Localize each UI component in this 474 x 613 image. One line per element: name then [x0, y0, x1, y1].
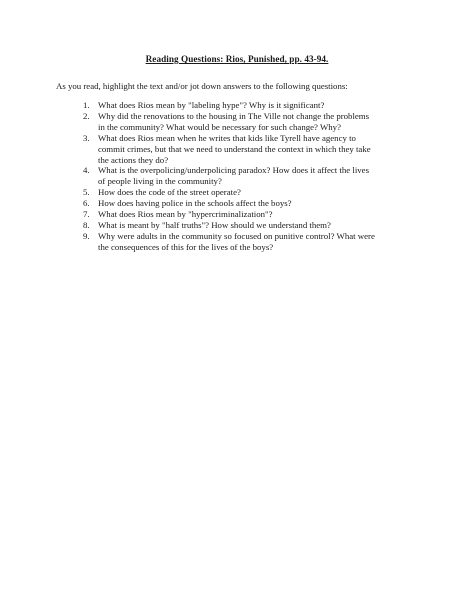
question-number: 6.	[83, 198, 90, 209]
question-item	[78, 187, 378, 198]
question-number: 1.	[83, 100, 90, 110]
question-text: What is meant by "half truths"? How should we understand them?	[98, 219, 331, 230]
question-number: 9.	[83, 230, 90, 241]
question-number: 5.	[83, 187, 90, 198]
question-text: What does Rios mean by "labeling hype"? Why is it significant?	[98, 100, 325, 110]
question-item	[78, 133, 378, 166]
question-item	[78, 198, 378, 209]
question-text: What is the overpolicing/underpolicing paradox? How does it affect the lives of people living in the community?	[98, 165, 369, 187]
question-number: 4.	[83, 165, 90, 176]
question-item	[78, 165, 378, 187]
question-text: Why were adults in the community so focused on punitive control? What were the consequences of this for the lives of the boys?	[98, 230, 375, 252]
question-text: How does the code of the street operate?	[98, 187, 241, 198]
question-item	[78, 220, 378, 231]
question-text: Why did the renovations to the housing in The Ville not change the problems in the community? What would be necessary for such change? Why?	[98, 110, 370, 132]
question-number: 2.	[83, 110, 90, 121]
question-item	[78, 100, 378, 111]
question-item	[78, 231, 378, 253]
question-number: 3.	[83, 132, 90, 143]
question-text: What does Rios mean by "hypercriminalization"?	[98, 209, 273, 220]
question-list	[78, 100, 378, 253]
question-item	[78, 111, 378, 133]
document-title: Reading Questions: Rios, Punished, pp. 43-94.	[145, 54, 329, 64]
question-number: 7.	[83, 209, 90, 220]
question-number: 8.	[83, 219, 90, 230]
question-text: What does Rios mean when he writes that kids like Tyrell have agency to commit crimes, but that we need to understand the context in which they take the actions they do?	[98, 132, 371, 165]
question-text: How does having police in the schools affect the boys?	[98, 198, 292, 209]
instructions-text: As you read, highlight the text and/or jot down answers to the following questions:	[56, 81, 348, 91]
question-item	[78, 209, 378, 220]
